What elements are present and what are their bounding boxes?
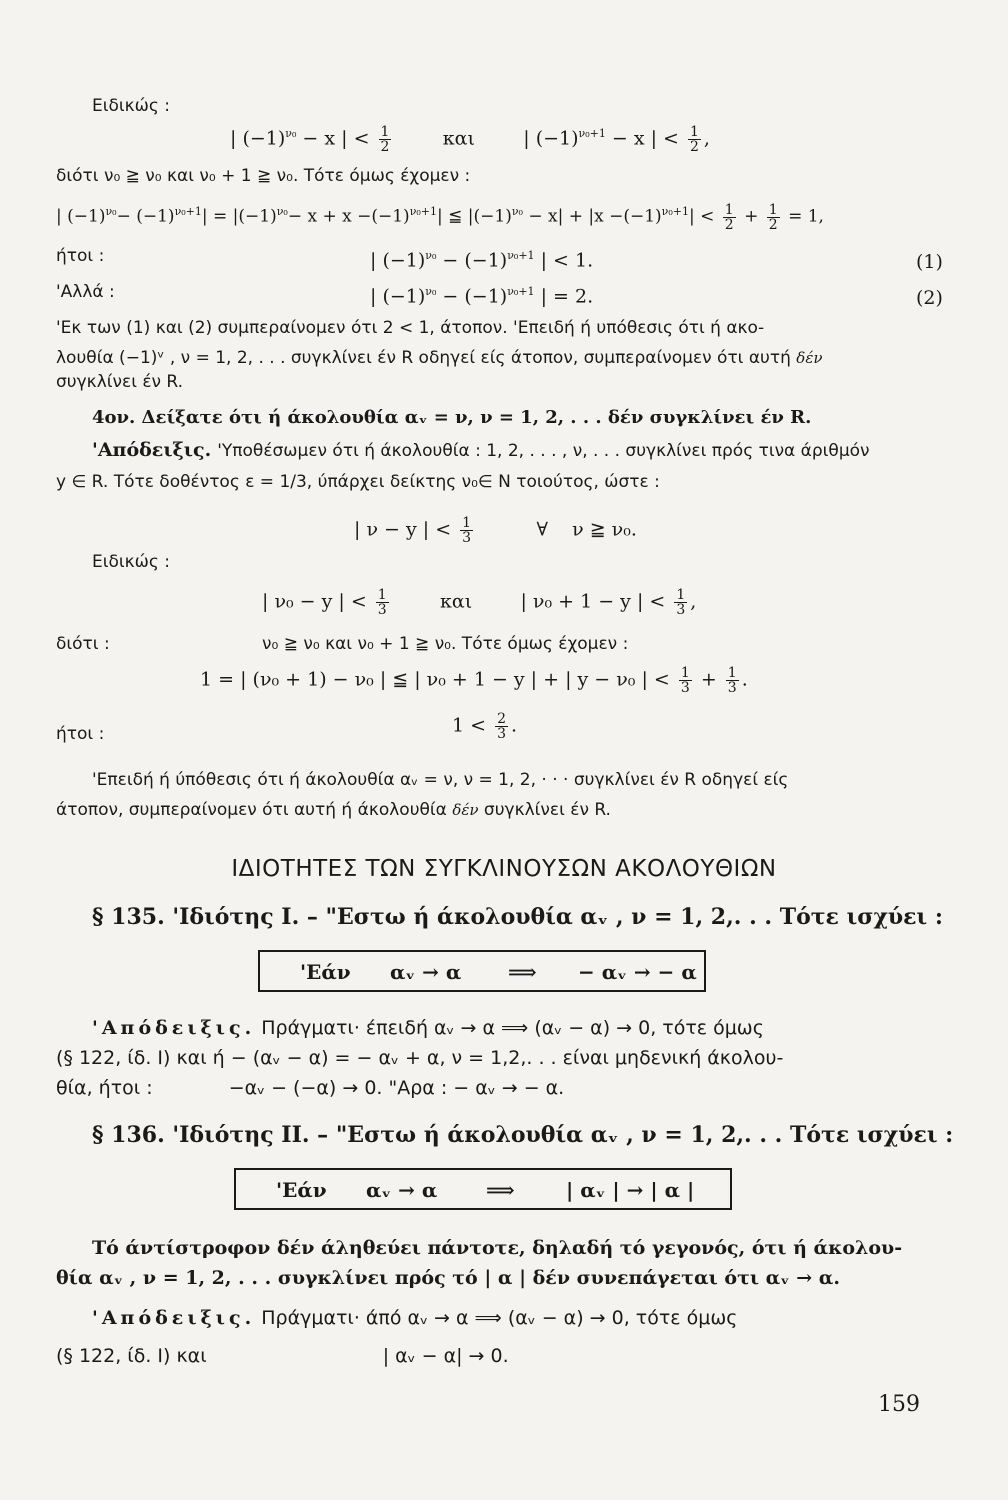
converse-line-1: Τό άντίστροφον δέν άληθεύει πάντοτε, δηλαδή τό γεγονός, ότι ή άκολου- — [92, 1237, 903, 1259]
proof-136-text-2a: (§ 122, ίδ. Ι) και — [56, 1345, 207, 1367]
eq2-number: (2) — [916, 287, 943, 309]
section-135-title: § 135. 'Ιδιότης Ι. – "Εστω ή άκολουθία αᵥ , ν = 1, 2,. . . Τότε ισχύει : — [92, 904, 943, 930]
proof-2-text-1: 'Υποθέσωμεν ότι ή άκολουθία : 1, 2, . . . , ν, . . . συγκλίνει πρός τινα άριθμόν — [217, 441, 870, 461]
box-2-implies: ⟹ — [486, 1178, 515, 1202]
conclusion-1-line-1: 'Εκ των (1) και (2) συμπεραίνομεν ότι 2 < 1, άτοπον. 'Επειδή ή υπόθεσις ότι ή ακο- — [56, 318, 765, 338]
page-number: 159 — [878, 1392, 920, 1417]
htoi-label-2: ήτοι : — [56, 724, 105, 744]
proof-135-line-3 — [56, 1076, 564, 1100]
proof-2-line-2: y ∈ R. Τότε δοθέντος ε = 1/3, ύπάρχει δείκτης ν₀∈ N τοιούτος, ώστε : — [56, 472, 660, 492]
conclusion-1-line-2 — [56, 346, 823, 370]
exercise-4-title: 4ον. Δείξατε ότι ή άκολουθία αᵥ = ν, ν = 1, 2, . . . δέν συγκλίνει έν R. — [92, 407, 812, 428]
formula-result: 1 < $\frac{2}{3}$ . — [452, 711, 518, 742]
eq1-number: (1) — [916, 251, 943, 273]
formula-inequality-2: | ν₀ − y | < $\frac{1}{3}$ και | ν₀ + 1 − y | < $\frac{1}{3}$ , — [262, 587, 697, 618]
conclusion-1-line-3: συγκλίνει έν R. — [56, 372, 184, 392]
property-2-box — [234, 1168, 732, 1210]
proof-136-label: 'Απόδειξις. — [92, 1307, 256, 1329]
formula-chain-2: 1 = | (ν₀ + 1) − ν₀ | ≦ | ν₀ + 1 − y | + | y − ν₀ | < $\frac{1}{3}$ + $\frac{1}{3}$ . — [200, 665, 748, 696]
box-2-rhs: | αᵥ | → | α | — [566, 1178, 695, 1202]
box-1-lhs: αᵥ → α — [390, 960, 462, 984]
box-1-implies: ⟹ — [508, 960, 537, 984]
proof-2-line-1 — [92, 438, 870, 463]
conclusion-2-emphasis: δέν — [452, 801, 479, 819]
proof-135-text-1: Πράγματι· έπειδή αᵥ → α ⟹ (αᵥ − α) → 0, τότε όμως — [261, 1017, 764, 1039]
proof-135-text-3a: θία, ήτοι : — [56, 1077, 153, 1099]
conclusion-1-text: λουθία (−1)ᵛ , ν = 1, 2, . . . συγκλίνει έν R οδηγεί είς άτοπον, συμπεραίνομεν ότι αυτή — [56, 348, 791, 368]
conclusion-2-end: συγκλίνει έν R. — [483, 800, 611, 820]
alla-label: 'Αλλά : — [56, 282, 115, 302]
dioti-label-2: διότι : — [56, 634, 110, 654]
converse-line-2: θία αᵥ , ν = 1, 2, . . . συγκλίνει πρός τό | α | δέν συνεπάγεται ότι αᵥ → α. — [56, 1267, 841, 1289]
eidikos-label-1: Ειδικώς : — [92, 96, 171, 116]
conclusion-1-emphasis: δέν — [796, 349, 823, 367]
formula-chain-1: | $(-1)^{\nu_0}- (-1)^{\nu_0+1}| = |(-1)^{\nu_0}- x + x -(-1)^{\nu_0+1}|$ ≦ $|(-1)^{\nu_0} - x| + |x -(-1)^{\nu_0+1}|$ < $\frac{1}{2}$ + $\frac{1}{2}$ = 1, — [56, 201, 824, 233]
section-136-title: § 136. 'Ιδιότης ΙΙ. – "Εστω ή άκολουθία αᵥ , ν = 1, 2,. . . Τότε ισχύει : — [92, 1122, 954, 1148]
box-1-if: 'Εάν — [300, 960, 351, 984]
proof-135-label: 'Απόδειξις. — [92, 1017, 256, 1039]
eidikos-label-2: Ειδικώς : — [92, 552, 171, 572]
proof-136-text-1: Πράγματι· άπό αᵥ → α ⟹ (αᵥ − α) → 0, τότε όμως — [261, 1307, 738, 1329]
property-1-box — [258, 950, 706, 992]
formula-nu-y: | ν − y | < $\frac{1}{3}$ ∀ ν ≧ ν₀. — [354, 515, 637, 546]
section-heading: ΙΔΙΟΤΗΤΕΣ ΤΩΝ ΣΥΓΚΛΙΝΟΥΣΩΝ ΑΚΟΛΟΥΘΙΩΝ — [231, 856, 777, 882]
proof-136-line-1 — [92, 1306, 737, 1330]
proof-2-label: 'Απόδειξις. — [92, 439, 212, 461]
proof-135-text-3b: −αᵥ − (−α) → 0. "Αρα : − αᵥ → − α. — [228, 1077, 565, 1099]
proof-135-line-2: (§ 122, ίδ. Ι) και ή − (αᵥ − α) = − αᵥ + α, ν = 1,2,. . . είναι μηδενική άκολου- — [56, 1047, 784, 1069]
box-2-if: 'Εάν — [276, 1178, 327, 1202]
conclusion-2-text: άτοπον, συμπεραίνομεν ότι αυτή ή άκολουθία — [56, 800, 447, 820]
formula-eq2: | $(-1)^{\nu_0} - (-1)^{\nu_0+1}$ | = 2. — [370, 285, 594, 308]
box-1-rhs: − αᵥ → − α — [578, 960, 697, 984]
htoi-label-1: ήτοι : — [56, 246, 105, 266]
box-2-lhs: αᵥ → α — [366, 1178, 438, 1202]
dioti-line-2: ν₀ ≧ ν₀ και ν₀ + 1 ≧ ν₀. Τότε όμως έχομεν : — [262, 634, 629, 654]
formula-inequality-1: | $(-1)^{\nu_0} - x$ | < $\frac{1}{2}$ και | $(-1)^{\nu_0+1} - x$ | < $\frac{1}{2}$ , — [230, 123, 710, 155]
conclusion-2-line-2 — [56, 798, 611, 822]
dioti-line-1: διότι ν₀ ≧ ν₀ και ν₀ + 1 ≧ ν₀. Τότε όμως έχομεν : — [56, 166, 471, 186]
proof-136-line-2 — [56, 1344, 509, 1368]
formula-eq1: | $(-1)^{\nu_0} - (-1)^{\nu_0+1}$ | < 1. — [370, 249, 594, 272]
proof-135-line-1 — [92, 1016, 764, 1040]
proof-136-text-2b: | αᵥ − α| → 0. — [382, 1345, 509, 1367]
conclusion-2-line-1: 'Επειδή ή ύπόθεσις ότι ή άκολουθία αᵥ = ν, ν = 1, 2, · · · συγκλίνει έν R οδηγεί είς — [92, 770, 789, 790]
